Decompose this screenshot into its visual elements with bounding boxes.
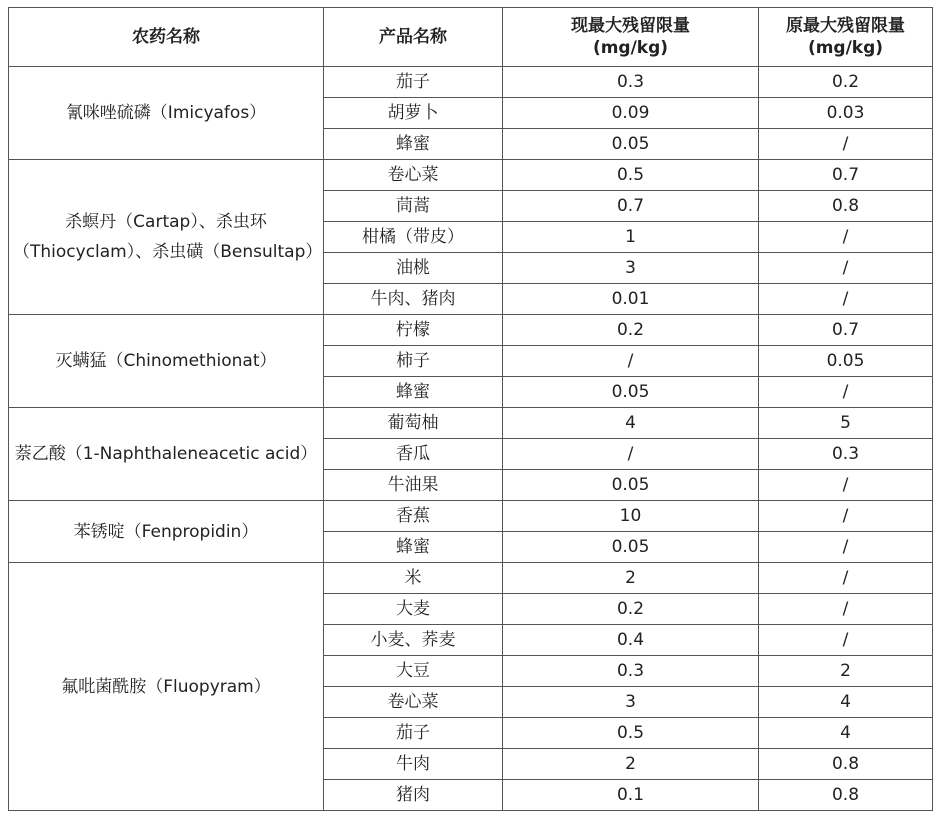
- current-cell: 0.05: [503, 377, 759, 408]
- original-cell: /: [759, 501, 933, 532]
- product-cell: 牛肉、猪肉: [324, 284, 503, 315]
- header-original-limit: [759, 8, 933, 67]
- current-cell: 0.4: [503, 625, 759, 656]
- product-cell: 蜂蜜: [324, 532, 503, 563]
- original-cell: 0.7: [759, 315, 933, 346]
- header-original-line2: (mg/kg): [807, 38, 884, 58]
- header-current-line2: (mg/kg): [592, 38, 669, 58]
- product-cell: 香瓜: [324, 439, 503, 470]
- product-cell: 大豆: [324, 656, 503, 687]
- original-cell: /: [759, 625, 933, 656]
- original-cell: 0.2: [759, 67, 933, 98]
- product-cell: 油桃: [324, 253, 503, 284]
- product-cell: 牛肉: [324, 749, 503, 780]
- table-row: [9, 408, 933, 439]
- current-cell: 0.7: [503, 191, 759, 222]
- pesticide-name-cell: 萘乙酸（1-Naphthaleneacetic acid）: [9, 408, 324, 501]
- original-cell: 0.03: [759, 98, 933, 129]
- original-cell: /: [759, 253, 933, 284]
- product-cell: 胡萝卜: [324, 98, 503, 129]
- product-cell: 茼蒿: [324, 191, 503, 222]
- current-cell: 0.01: [503, 284, 759, 315]
- current-cell: 0.05: [503, 532, 759, 563]
- table-row: [9, 501, 933, 532]
- current-cell: 0.3: [503, 656, 759, 687]
- product-cell: 大麦: [324, 594, 503, 625]
- product-cell: 葡萄柚: [324, 408, 503, 439]
- original-cell: /: [759, 470, 933, 501]
- original-cell: 0.8: [759, 191, 933, 222]
- header-current-limit: [503, 8, 759, 67]
- current-cell: 2: [503, 749, 759, 780]
- header-row: [9, 8, 933, 67]
- current-cell: 0.2: [503, 315, 759, 346]
- pesticide-name-cell: 杀螟丹（Cartap）、杀虫环（Thiocyclam）、杀虫磺（Bensultap）: [9, 160, 324, 315]
- residue-limit-table: [8, 7, 933, 811]
- original-cell: 4: [759, 718, 933, 749]
- current-cell: 1: [503, 222, 759, 253]
- table-row: [9, 315, 933, 346]
- current-cell: 4: [503, 408, 759, 439]
- product-cell: 柿子: [324, 346, 503, 377]
- product-cell: 柑橘（带皮）: [324, 222, 503, 253]
- current-cell: 0.09: [503, 98, 759, 129]
- original-cell: /: [759, 284, 933, 315]
- current-cell: 2: [503, 563, 759, 594]
- header-original-line1: 原最大残留限量: [786, 16, 905, 36]
- original-cell: /: [759, 594, 933, 625]
- original-cell: 0.8: [759, 780, 933, 811]
- header-current-line1: 现最大残留限量: [571, 16, 690, 36]
- table-row: [9, 563, 933, 594]
- original-cell: 2: [759, 656, 933, 687]
- current-cell: 3: [503, 687, 759, 718]
- pesticide-name-cell: 苯锈啶（Fenpropidin）: [9, 501, 324, 563]
- pesticide-name-cell: 氟吡菌酰胺（Fluopyram）: [9, 563, 324, 811]
- product-cell: 蜂蜜: [324, 377, 503, 408]
- original-cell: /: [759, 532, 933, 563]
- pesticide-name-cell: 灭螨猛（Chinomethionat）: [9, 315, 324, 408]
- current-cell: 3: [503, 253, 759, 284]
- original-cell: 0.05: [759, 346, 933, 377]
- product-cell: 卷心菜: [324, 687, 503, 718]
- product-cell: 蜂蜜: [324, 129, 503, 160]
- product-cell: 猪肉: [324, 780, 503, 811]
- original-cell: 0.7: [759, 160, 933, 191]
- current-cell: 0.3: [503, 67, 759, 98]
- product-cell: 香蕉: [324, 501, 503, 532]
- header-pesticide: 农药名称: [9, 8, 324, 67]
- current-cell: 0.05: [503, 470, 759, 501]
- current-cell: /: [503, 346, 759, 377]
- current-cell: 0.05: [503, 129, 759, 160]
- original-cell: 0.8: [759, 749, 933, 780]
- table-row: [9, 160, 933, 191]
- original-cell: /: [759, 129, 933, 160]
- current-cell: /: [503, 439, 759, 470]
- original-cell: 0.3: [759, 439, 933, 470]
- product-cell: 茄子: [324, 718, 503, 749]
- product-cell: 小麦、荞麦: [324, 625, 503, 656]
- original-cell: /: [759, 222, 933, 253]
- current-cell: 10: [503, 501, 759, 532]
- current-cell: 0.5: [503, 718, 759, 749]
- original-cell: 4: [759, 687, 933, 718]
- current-cell: 0.1: [503, 780, 759, 811]
- current-cell: 0.2: [503, 594, 759, 625]
- header-product: 产品名称: [324, 8, 503, 67]
- original-cell: 5: [759, 408, 933, 439]
- original-cell: /: [759, 377, 933, 408]
- product-cell: 柠檬: [324, 315, 503, 346]
- table-body: [9, 67, 933, 811]
- product-cell: 茄子: [324, 67, 503, 98]
- pesticide-name-cell: 氰咪唑硫磷（Imicyafos）: [9, 67, 324, 160]
- product-cell: 卷心菜: [324, 160, 503, 191]
- table-row: [9, 67, 933, 98]
- current-cell: 0.5: [503, 160, 759, 191]
- product-cell: 米: [324, 563, 503, 594]
- original-cell: /: [759, 563, 933, 594]
- product-cell: 牛油果: [324, 470, 503, 501]
